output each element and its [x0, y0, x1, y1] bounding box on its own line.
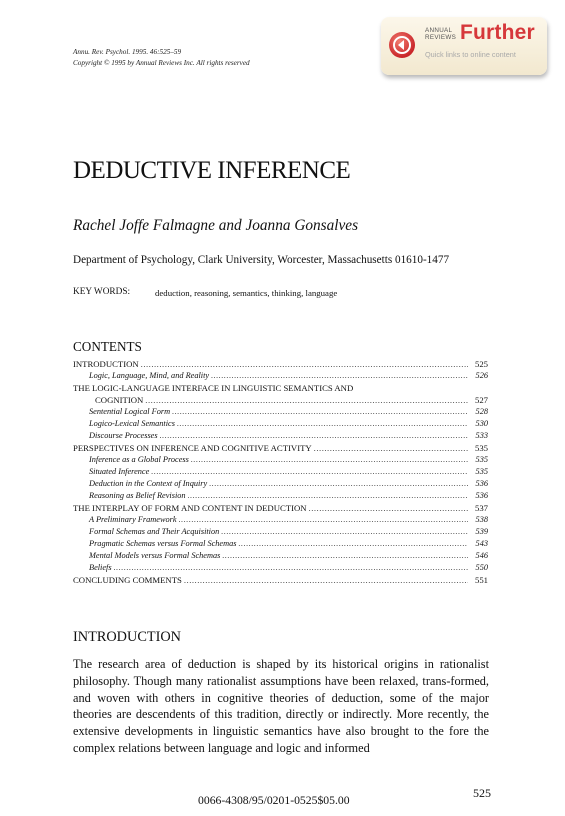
- toc-entry-label: INTRODUCTION: [73, 359, 139, 369]
- citation-line-1: Annu. Rev. Psychol. 1995. 46:525–59: [73, 48, 182, 56]
- annual-reviews-further-badge[interactable]: [381, 17, 547, 75]
- toc-entry[interactable]: [73, 442, 488, 454]
- toc-leader-dots: [209, 478, 468, 490]
- toc-entry-page: 537: [474, 503, 488, 513]
- toc-entry[interactable]: [73, 538, 488, 550]
- toc-leader-dots: [179, 514, 468, 526]
- toc-entry[interactable]: [73, 454, 488, 466]
- toc-entry[interactable]: [73, 358, 488, 370]
- toc-entry-page: 546: [475, 551, 488, 560]
- toc-entry[interactable]: [73, 466, 488, 478]
- toc-entry-page: 535: [475, 467, 488, 476]
- toc-entry[interactable]: [73, 370, 488, 382]
- toc-entry-page: 536: [475, 491, 488, 500]
- toc-entry-page: 526: [475, 371, 488, 380]
- toc-entry-label: Inference as a Global Process: [89, 455, 189, 464]
- badge-reviews-text: REVIEWS: [425, 34, 457, 41]
- toc-entry-label: COGNITION: [95, 395, 144, 405]
- toc-leader-dots: [221, 526, 468, 538]
- toc-leader-dots: [160, 430, 468, 442]
- toc-entry-page: 535: [474, 443, 488, 453]
- toc-entry-label: THE INTERPLAY OF FORM AND CONTENT IN DEDUCTION: [73, 503, 307, 513]
- body-text: The research area of deduction is shaped by its historical origins in rationalist philosophy. Though many rationalist assumptions have been relaxed, trans-formed, and woven with others in cognitive theories of deduction, some of the major theories are descendents of this tradition, directly or indirectly. More recently, the extensive developments in linguistic semantics have also brought to the fore the complex relations between language and logic and informed: [73, 657, 489, 755]
- journal-citation: [73, 47, 250, 68]
- keywords-label: KEY WORDS:: [73, 287, 131, 297]
- toc-leader-dots: [184, 574, 468, 586]
- toc-entry-page: 536: [475, 479, 488, 488]
- toc-entry-label: PERSPECTIVES ON INFERENCE AND COGNITIVE ACTIVITY: [73, 443, 312, 453]
- toc-entry-page: 535: [475, 455, 488, 464]
- author-affiliation: Department of Psychology, Clark University, Worcester, Massachusetts 01610-1477: [73, 254, 450, 266]
- toc-entry-label: Reasoning as Belief Revision: [89, 491, 186, 500]
- badge-further-text: Further: [460, 21, 535, 44]
- toc-entry-label: Pragmatic Schemas versus Formal Schemas: [89, 539, 237, 548]
- contents-heading: CONTENTS: [73, 339, 142, 354]
- toc-entry[interactable]: [73, 562, 488, 574]
- toc-leader-dots: [238, 538, 468, 550]
- toc-leader-dots: [177, 418, 468, 430]
- toc-leader-dots: [172, 406, 468, 418]
- toc-leader-dots: [188, 490, 468, 502]
- toc-entry[interactable]: [73, 526, 488, 538]
- introduction-heading: INTRODUCTION: [73, 629, 182, 645]
- toc-leader-dots: [141, 358, 468, 370]
- toc-entry[interactable]: [73, 418, 488, 430]
- badge-annual-text: ANNUAL: [425, 27, 453, 34]
- toc-entry[interactable]: [73, 478, 488, 490]
- toc-entry-page: 543: [475, 539, 488, 548]
- article-code: 0066-4308/95/0201-0525$05.00: [198, 794, 350, 807]
- toc-leader-dots: [151, 466, 468, 478]
- toc-entry-label: THE LOGIC-LANGUAGE INTERFACE IN LINGUISTIC SEMANTICS AND: [73, 383, 354, 393]
- toc-entry-page: 527: [474, 395, 488, 405]
- toc-entry-label: Discourse Processes: [89, 431, 158, 440]
- toc-entry[interactable]: [73, 382, 488, 394]
- toc-entry-label: Mental Models versus Formal Schemas: [89, 551, 221, 560]
- toc-entry[interactable]: [73, 430, 488, 442]
- toc-entry[interactable]: [73, 490, 488, 502]
- toc-entry[interactable]: [73, 514, 488, 526]
- toc-entry-page: 528: [475, 407, 488, 416]
- toc-entry[interactable]: [73, 550, 488, 562]
- toc-leader-dots: [309, 502, 468, 514]
- toc-entry[interactable]: [73, 394, 488, 406]
- toc-entry-label: CONCLUDING COMMENTS: [73, 575, 182, 585]
- toc-entry-page: 538: [475, 515, 488, 524]
- toc-entry-label: Beliefs: [89, 563, 112, 572]
- toc-entry[interactable]: [73, 574, 488, 586]
- toc-entry-label: Deduction in the Context of Inquiry: [89, 479, 208, 488]
- toc-leader-dots: [191, 454, 468, 466]
- toc-leader-dots: [145, 394, 468, 406]
- toc-entry-label: A Preliminary Framework: [89, 515, 177, 524]
- page-number: 525: [473, 786, 491, 800]
- toc-entry-label: Formal Schemas and Their Acquisition: [89, 527, 220, 536]
- toc-leader-dots: [114, 562, 468, 574]
- play-back-icon: [389, 32, 415, 58]
- badge-subtitle: Quick links to online content: [425, 50, 516, 59]
- toc-entry-page: 550: [475, 563, 488, 572]
- annual-reviews-logo-text: [425, 27, 456, 41]
- toc-entry-label: Situated Inference: [89, 467, 150, 476]
- introduction-paragraph: [73, 656, 489, 757]
- toc-leader-dots: [222, 550, 468, 562]
- keywords-list: deduction, reasoning, semantics, thinking, language: [155, 288, 338, 298]
- toc-entry[interactable]: [73, 502, 488, 514]
- toc-entry-label: Sentential Logical Form: [89, 407, 171, 416]
- citation-line-2: Copyright © 1995 by Annual Reviews Inc. All rights reserved: [73, 58, 250, 67]
- toc-leader-dots: [211, 370, 468, 382]
- toc-leader-dots: [314, 442, 468, 454]
- toc-entry-label: Logico-Lexical Semantics: [89, 419, 175, 428]
- article-title: DEDUCTIVE INFERENCE: [73, 157, 351, 184]
- toc-entry[interactable]: [73, 406, 488, 418]
- toc-entry-page: 551: [474, 575, 488, 585]
- toc-entry-page: 539: [475, 527, 488, 536]
- article-authors: Rachel Joffe Falmagne and Joanna Gonsalves: [73, 217, 359, 234]
- toc-entry-page: 530: [475, 419, 488, 428]
- toc-entry-page: 533: [475, 431, 488, 440]
- toc-entry-page: 525: [474, 359, 488, 369]
- toc-entry-label: Logic, Language, Mind, and Reality: [89, 371, 210, 380]
